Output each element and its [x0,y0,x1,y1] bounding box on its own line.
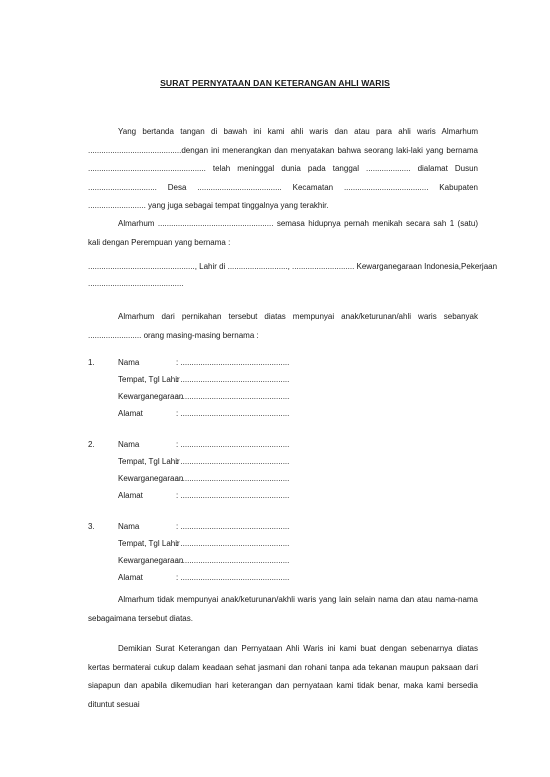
heir-field-label: Nama [118,522,140,531]
heir-field-label: Tempat, Tgl Lahir [118,539,180,548]
closing-text: Demikian Surat Keterangan dan Pernyataan Ahli Waris ini kami buat dengan sebenarnya diatas kertas bermaterai cukup dalam keadaan sehat jasmani dan rohani tanpa ada tekanan maupun paksaan dari siapapun dan apabila dikemudian hari keterangan dan pernyataan kami tidak benar, maka kami bersedia dituntut sesuai [88,644,478,709]
heir-field-value: : ................................................. [176,539,290,548]
heir-field-label: Nama [118,440,140,449]
heir-number: 3. [88,522,95,531]
closing-paragraph [88,640,478,714]
document-title: SURAT PERNYATAAN DAN KETERANGAN AHLI WARIS [160,78,390,88]
heir-field-label: Alamat [118,491,143,500]
children-paragraph [88,308,478,345]
heir-field-label: Tempat, Tgl Lahir [118,375,180,384]
heir-field-label: Kewarganegaraan [118,392,184,401]
marriage-paragraph [88,215,478,252]
heir-field-label: Nama [118,358,140,367]
heir-field-value: : ................................................. [176,375,290,384]
heir-field-value: : ................................................. [176,522,290,531]
intro-text: Yang bertanda tangan di bawah ini kami ahli waris dan atau para ahli waris Almarhum ..........................................dengan ini menerangkan dan menyatakan bahwa seorang laki-laki yang bernama ..................................................... telah meninggal dunia pada tanggal .................... dialamat Dusun ............................... Desa ...................................... Kecamatan ...................................... Kabupaten .......................... yang juga sebagai tempat tinggalnya yang terakhir. [88,127,478,211]
heir-field-value: : ................................................. [176,474,290,483]
heir-number: 1. [88,358,95,367]
heir-field-value: : ................................................. [176,409,290,418]
no-other-heirs-paragraph [88,591,478,628]
heir-field-value: : ................................................. [176,457,290,466]
heir-field-label: Kewarganegaraan [118,474,184,483]
spouse-line-2: ........................................... [88,279,184,288]
heir-field-value: : ................................................. [176,392,290,401]
intro-paragraph [88,123,478,216]
heir-field-value: : ................................................. [176,556,290,565]
heir-field-value: : ................................................. [176,440,290,449]
spouse-line-1: ................................................, Lahir di ..........................., ............................ Kewarganegaraan Indonesia,Pekerjaan [88,262,498,271]
children-text: Almarhum dari pernikahan tersebut diatas mempunyai anak/keturunan/ahli waris sebanyak ........................ orang masing-masing bernama : [88,312,478,340]
heir-field-label: Kewarganegaraan [118,556,184,565]
heir-field-label: Alamat [118,409,143,418]
heir-field-value: : ................................................. [176,358,290,367]
heir-field-value: : ................................................. [176,491,290,500]
heir-number: 2. [88,440,95,449]
heir-field-label: Alamat [118,573,143,582]
heir-field-value: : ................................................. [176,573,290,582]
marriage-text: Almarhum .................................................... semasa hidupnya pernah menikah secara sah 1 (satu) kali dengan Perempuan yang bernama : [88,219,478,247]
no-other-heirs-text: Almarhum tidak mempunyai anak/keturunan/akhli waris yang lain selain nama dan atau nama-nama sebagaimana tersebut diatas. [88,595,478,623]
heir-field-label: Tempat, Tgl Lahir [118,457,180,466]
